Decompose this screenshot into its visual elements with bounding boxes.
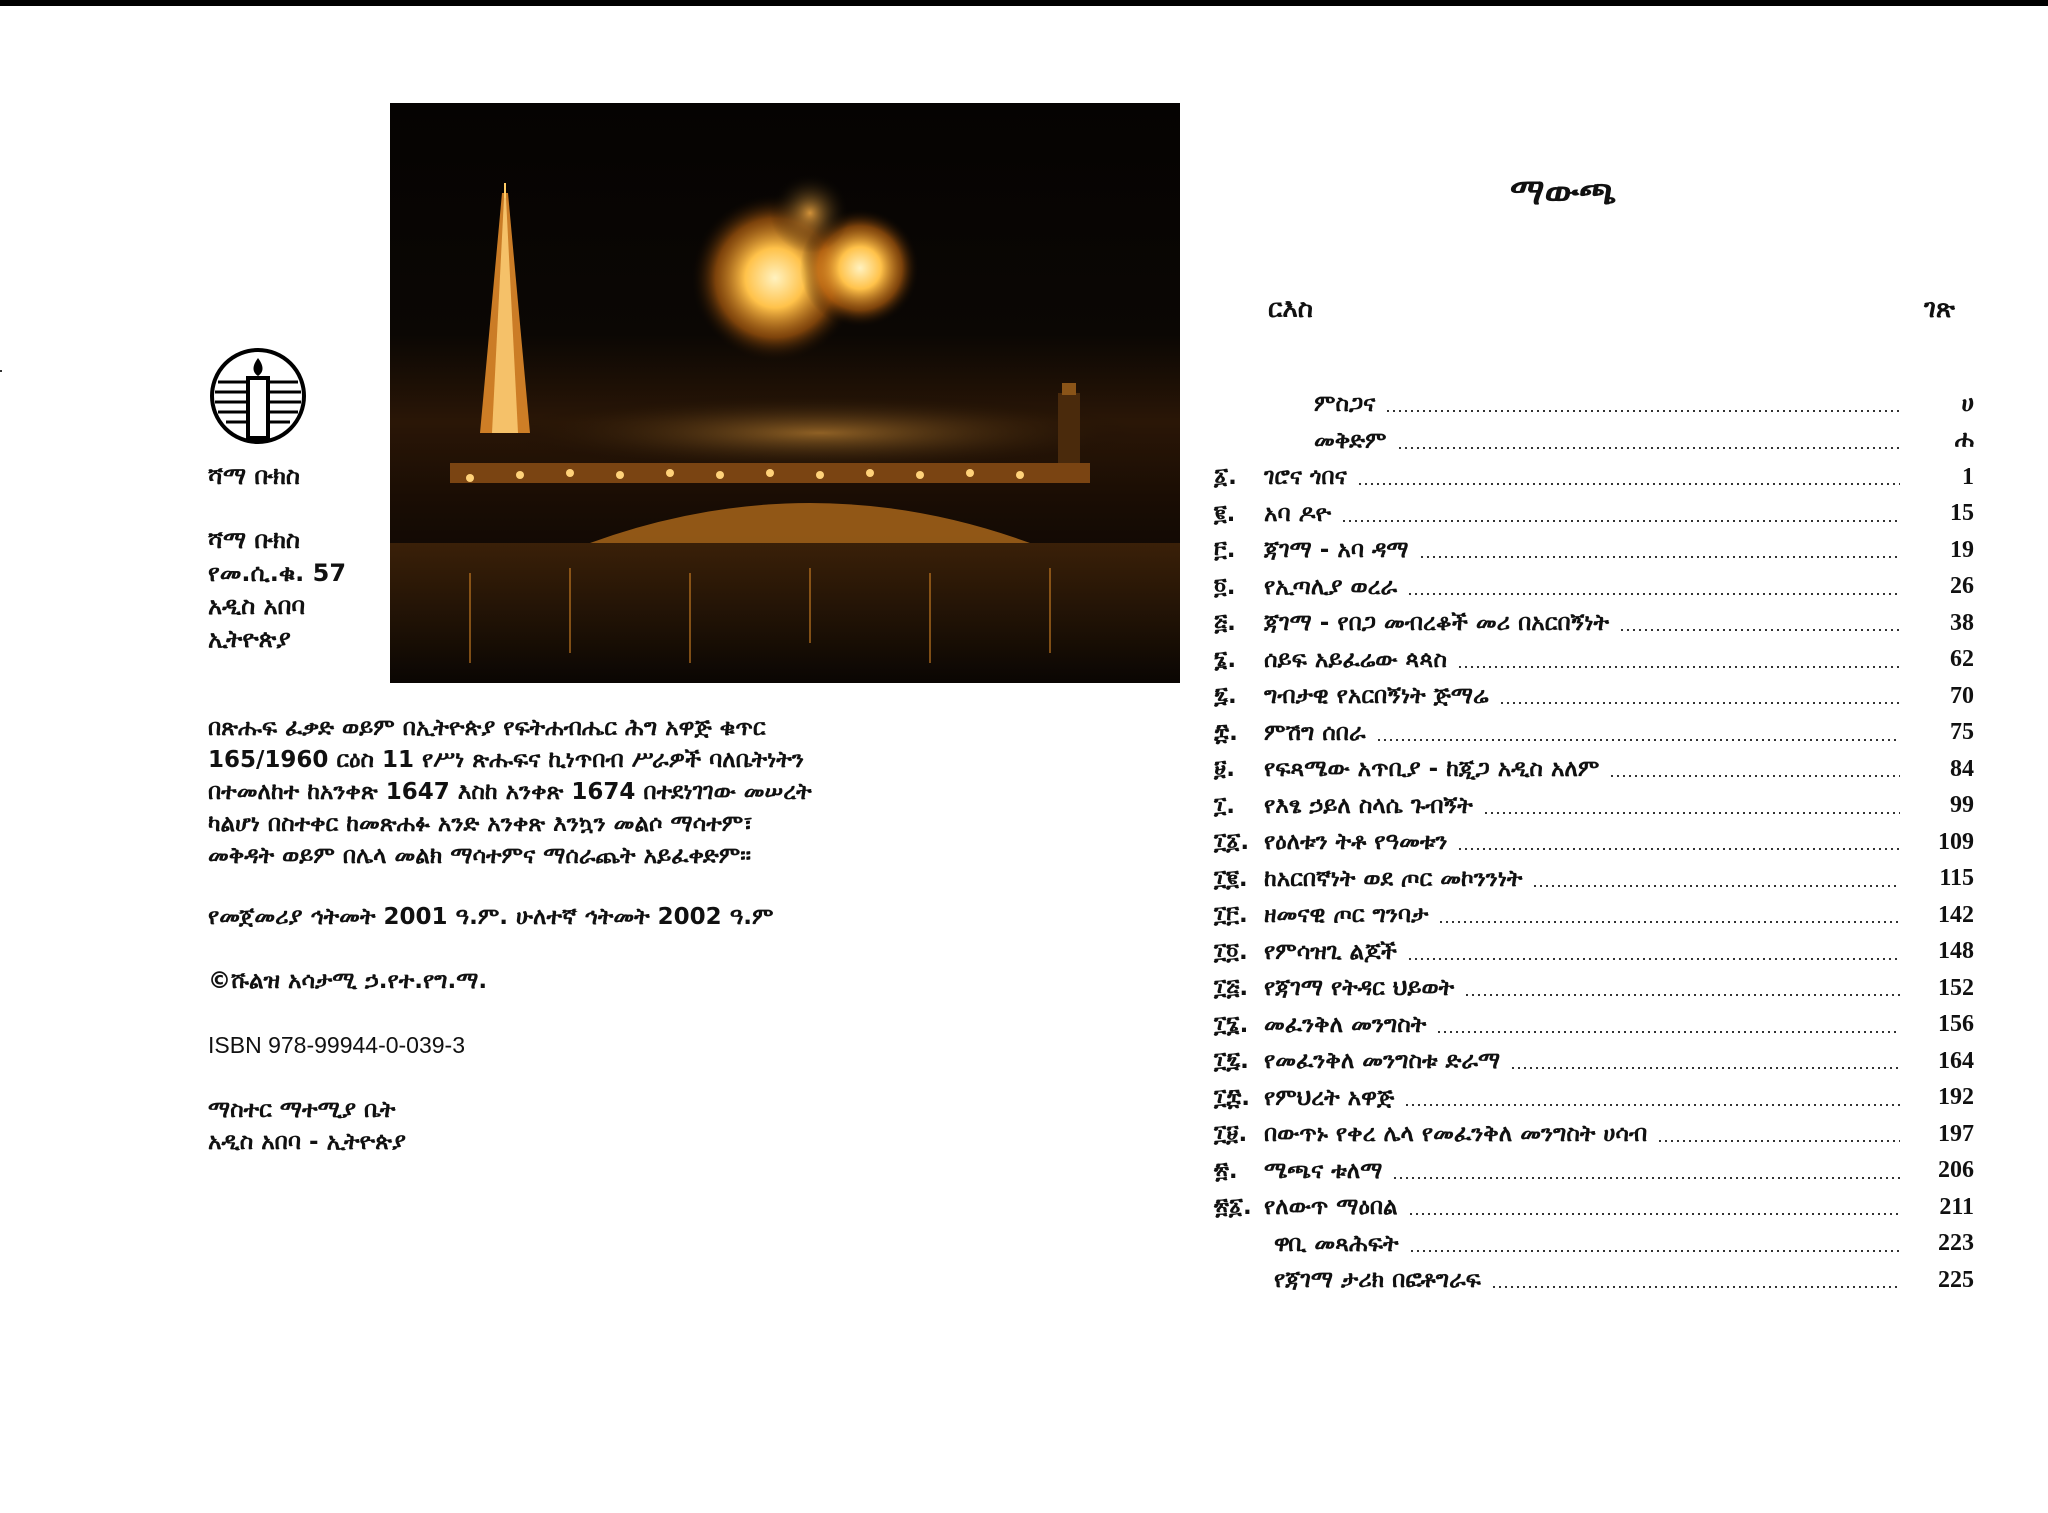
toc-entry[interactable] xyxy=(1214,459,1974,496)
toc-leader xyxy=(1457,848,1900,850)
toc-entry[interactable] xyxy=(1214,1116,1974,1153)
toc-entry-title: የፍጻሜው አጥቢያ - ከጂጋ አዲስ አለም xyxy=(1264,756,1600,783)
address-line: የመ.ሲ.ቁ. 57 xyxy=(208,559,347,587)
toc-entry-title: የጃገማ የትዳር ህይወት xyxy=(1264,975,1455,1002)
toc-entry[interactable] xyxy=(1214,1007,1974,1044)
toc-entry[interactable] xyxy=(1214,569,1974,606)
toc-leader xyxy=(1407,593,1900,595)
publisher-address xyxy=(208,524,346,656)
toc-leader xyxy=(1407,958,1900,960)
toc-leader xyxy=(1657,1140,1900,1142)
toc-number: ፳. xyxy=(1214,1157,1238,1184)
toc-header-title: ርእስ xyxy=(1268,294,1314,324)
toc-entry[interactable] xyxy=(1214,788,1974,825)
toc-page-number: ሐ xyxy=(1954,427,1974,454)
toc-number: ፯. xyxy=(1214,683,1237,710)
toc-leader xyxy=(1341,520,1900,522)
toc-entry[interactable] xyxy=(1214,715,1974,752)
scan-speck xyxy=(0,370,2,372)
toc-leader xyxy=(1619,629,1900,631)
toc-entry[interactable] xyxy=(1214,1043,1974,1080)
toc-leader xyxy=(1483,812,1900,814)
toc-page-number: 84 xyxy=(1950,755,1974,782)
toc-page-number: 115 xyxy=(1939,865,1974,892)
isbn: ISBN 978-99944-0-039-3 xyxy=(208,1032,465,1058)
toc-leader xyxy=(1404,1104,1900,1106)
toc-number: ፲፫. xyxy=(1214,902,1248,929)
printer-info xyxy=(208,1094,406,1158)
rights-holder: ©ሹልዝ አሳታሚ ኃ.የተ.የግ.ማ. xyxy=(208,968,488,994)
toc-entry-title: ዘመናዊ ጦር ግንባታ xyxy=(1264,902,1429,929)
toc-leader xyxy=(1510,1067,1900,1069)
toc-page-number: 26 xyxy=(1950,573,1974,600)
toc-entry-title: ጃገማ - የበጋ መብረቆች መሪ በአርበኝነት xyxy=(1264,610,1610,637)
toc-page-number: 156 xyxy=(1938,1011,1974,1038)
toc-page-number: 70 xyxy=(1950,682,1974,709)
toc-entry-title: አባ ዶዮ xyxy=(1264,500,1332,527)
toc-page-number: 148 xyxy=(1938,938,1974,965)
toc-entry[interactable] xyxy=(1214,1153,1974,1190)
address-line: አዲስ አበባ xyxy=(208,592,306,620)
toc-number: ፬. xyxy=(1214,573,1236,600)
printer-line: ማስተር ማተሚያ ቤት xyxy=(208,1097,396,1123)
toc-number: ፲፬. xyxy=(1214,938,1248,965)
toc-leader xyxy=(1409,1250,1900,1252)
eiffel-tower-fireworks-photo xyxy=(390,103,1180,683)
toc-entry-title: ግብታዊ የአርበኝነት ጅማሬ xyxy=(1264,683,1489,710)
toc-header-page: ገጽ xyxy=(1924,294,1955,324)
toc-entry-title: በውጥኑ የቀረ ሌላ የመፈንቅለ መንግስት ሀሳብ xyxy=(1264,1121,1648,1148)
toc-page-number: 75 xyxy=(1950,719,1974,746)
toc-leader xyxy=(1438,921,1900,923)
toc-entry-title: መፈንቅለ መንግስት xyxy=(1264,1011,1427,1038)
toc-entry[interactable] xyxy=(1214,642,1974,679)
toc-number: ፲፪. xyxy=(1214,865,1248,892)
toc-entry[interactable] xyxy=(1214,970,1974,1007)
toc-number: ፮. xyxy=(1214,646,1237,673)
toc-title: ማውጫ xyxy=(1510,172,1617,213)
toc-entry-title: የምሳዝጊ ልጆች xyxy=(1264,938,1397,965)
toc-entry[interactable] xyxy=(1214,678,1974,715)
toc-number: ፲፱. xyxy=(1214,1121,1248,1148)
toc-entry[interactable] xyxy=(1214,1226,1974,1263)
toc-page-number: 192 xyxy=(1938,1084,1974,1111)
toc-number: ፲፯. xyxy=(1214,1048,1249,1075)
toc-entry-title: መቅድም xyxy=(1314,427,1387,454)
toc-number: ፲፭. xyxy=(1214,975,1249,1002)
toc-entry-title: የለውጥ ማዕበል xyxy=(1264,1194,1398,1221)
toc-page-number: 142 xyxy=(1938,901,1974,928)
toc-number: ፲፩. xyxy=(1214,829,1250,856)
toc-entry-title: ሰይፍ አይፈሬው ጳጳስ xyxy=(1264,646,1447,673)
toc-entry[interactable] xyxy=(1214,496,1974,533)
toc-page-number: 99 xyxy=(1950,792,1974,819)
toc-entry-title: የእፄ ኃይለ ስላሴ ጉብኝት xyxy=(1264,792,1473,819)
copyright-line: በጽሑፍ ፈቃድ ወይም በኢትዮጵያ የፍትሐብሔር ሕግ አዋጅ ቁጥር xyxy=(208,715,766,741)
toc-entry-title: ዋቢ መጻሕፍት xyxy=(1274,1230,1399,1257)
toc-leader xyxy=(1392,1177,1900,1179)
toc-page-number: 206 xyxy=(1938,1157,1974,1184)
toc-number: ፫. xyxy=(1214,537,1236,564)
toc-entry-title: የምህረት አዋጅ xyxy=(1264,1084,1395,1111)
toc-page-number: 15 xyxy=(1950,500,1974,527)
toc-entry[interactable] xyxy=(1214,824,1974,861)
toc-page-number: 211 xyxy=(1939,1193,1974,1220)
toc-entry[interactable] xyxy=(1214,605,1974,642)
copyright-line: ካልሆነ በስተቀር ከመጽሐፉ አንድ አንቀጽ እንኳን መልሶ ማሳተም፣ xyxy=(208,811,753,837)
toc-number: ፲. xyxy=(1214,792,1235,819)
toc-number: ፲፰. xyxy=(1214,1084,1251,1111)
address-line: ኢትዮጵያ xyxy=(208,625,291,653)
toc-leader xyxy=(1532,885,1900,887)
toc-page-number: 1 xyxy=(1962,463,1974,490)
address-line: ሻማ ቡክስ xyxy=(208,526,300,554)
toc-list xyxy=(1214,386,1974,1299)
toc-leader xyxy=(1376,739,1900,741)
toc-entry-title: የጃገማ ታሪክ በፎቶግራፍ xyxy=(1274,1267,1481,1294)
toc-entry[interactable] xyxy=(1214,861,1974,898)
toc-number: ፲፮. xyxy=(1214,1011,1249,1038)
toc-leader xyxy=(1457,666,1900,668)
toc-entry-title: ምስጋና xyxy=(1314,391,1376,418)
toc-entry[interactable] xyxy=(1214,532,1974,569)
toc-entry[interactable] xyxy=(1214,934,1974,971)
copyright-notice xyxy=(208,712,968,872)
toc-page-number: 152 xyxy=(1938,974,1974,1001)
toc-leader xyxy=(1385,410,1900,412)
toc-leader xyxy=(1436,1031,1900,1033)
toc-leader xyxy=(1491,1286,1900,1288)
toc-number: ፭. xyxy=(1214,610,1236,637)
toc-leader xyxy=(1609,775,1900,777)
publisher-name: ሻማ ቡክስ xyxy=(208,462,300,490)
top-border xyxy=(0,0,2048,6)
toc-number: ፳፩. xyxy=(1214,1194,1252,1221)
toc-entry[interactable] xyxy=(1214,751,1974,788)
toc-leader xyxy=(1464,994,1900,996)
toc-leader xyxy=(1357,483,1900,485)
toc-page-number: 19 xyxy=(1950,536,1974,563)
toc-number: ፪. xyxy=(1214,500,1236,527)
toc-page-number: ሀ xyxy=(1961,390,1974,417)
toc-page-number: 164 xyxy=(1938,1047,1974,1074)
toc-leader xyxy=(1499,702,1900,704)
toc-leader xyxy=(1397,447,1900,449)
toc-entry-title: ሜጫና ቱለማ xyxy=(1264,1157,1383,1184)
toc-number: ፱. xyxy=(1214,756,1235,783)
toc-number: ፰. xyxy=(1214,719,1238,746)
toc-entry[interactable] xyxy=(1214,1189,1974,1226)
copyright-line: 165/1960 ርዕስ 11 የሥነ ጽሑፍና ኪነጥበብ ሥራዎች ባለቤትነትን xyxy=(208,747,804,773)
toc-entry-title: ገሮና ጎበና xyxy=(1264,464,1347,491)
edition-info: የመጀመሪያ ኅትመት 2001 ዓ.ም. ሁለተኛ ኅትመት 2002 ዓ.ም xyxy=(208,904,774,930)
toc-entry-title: የዕለቱን ትቶ የዓመቱን xyxy=(1264,829,1448,856)
toc-entry[interactable] xyxy=(1214,1080,1974,1117)
toc-leader xyxy=(1408,1213,1900,1215)
toc-number: ፩. xyxy=(1214,464,1237,491)
toc-entry-title: የመፈንቅለ መንግስቱ ድራማ xyxy=(1264,1048,1501,1075)
toc-entry[interactable] xyxy=(1214,1262,1974,1299)
toc-entry[interactable] xyxy=(1214,423,1974,460)
toc-page-number: 62 xyxy=(1950,646,1974,673)
toc-entry-title: ምሽግ ሰበራ xyxy=(1264,719,1366,746)
candle-circle-logo-icon xyxy=(208,346,308,446)
toc-page-number: 38 xyxy=(1950,609,1974,636)
toc-entry[interactable] xyxy=(1214,897,1974,934)
toc-entry-title: የኢጣሊያ ወረራ xyxy=(1264,573,1398,600)
toc-entry-title: ከአርበኛነት ወደ ጦር መኮንንነት xyxy=(1264,865,1523,892)
toc-page-number: 225 xyxy=(1938,1266,1974,1293)
copyright-line: መቅዳት ወይም በሌላ መልክ ማሳተምና ማሰራጨት አይፈቀድም፡፡ xyxy=(208,843,752,869)
copyright-line: በተመለከተ ከአንቀጽ 1647 እስከ አንቀጽ 1674 በተደነገገው መሠረት xyxy=(208,779,812,805)
toc-entry-title: ጃገማ - አባ ዳማ xyxy=(1264,537,1409,564)
toc-entry[interactable] xyxy=(1214,386,1974,423)
toc-page-number: 223 xyxy=(1938,1230,1974,1257)
toc-leader xyxy=(1419,556,1900,558)
toc-page-number: 197 xyxy=(1938,1120,1974,1147)
toc-page-number: 109 xyxy=(1938,828,1974,855)
printer-line: አዲስ አበባ - ኢትዮጵያ xyxy=(208,1129,406,1155)
